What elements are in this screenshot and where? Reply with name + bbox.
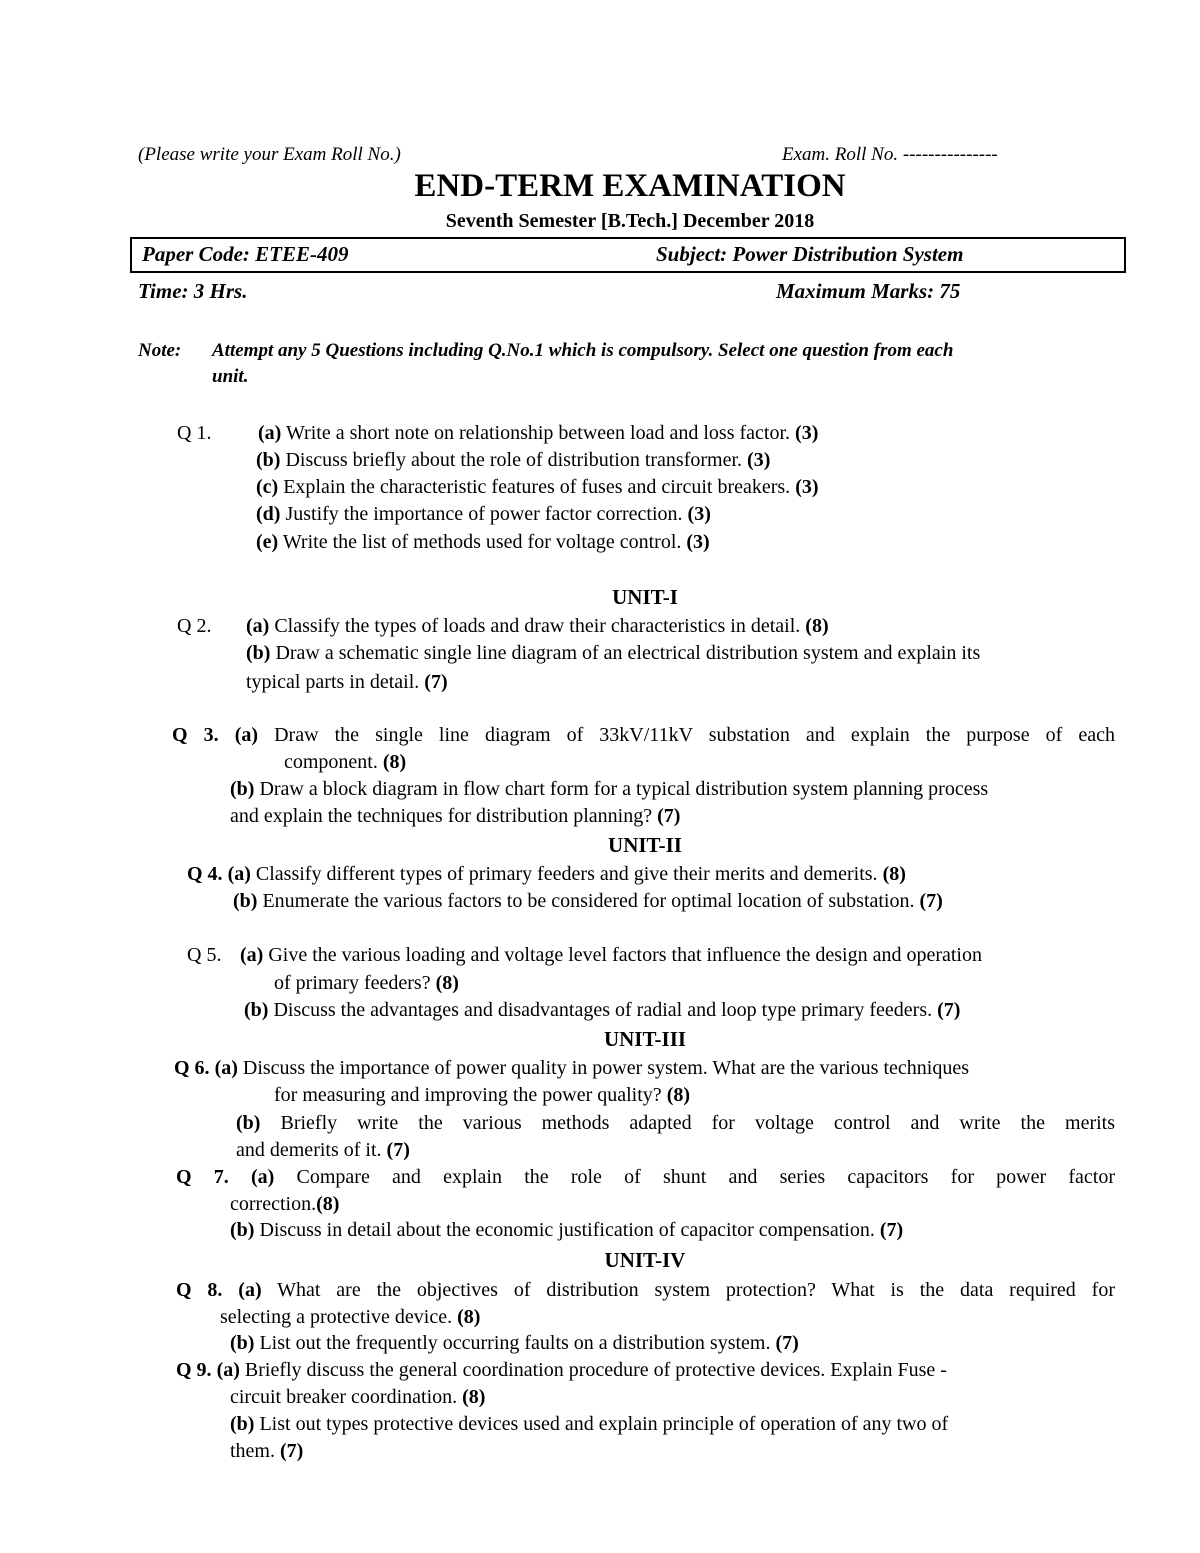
- note-text-cont: unit.: [212, 366, 249, 387]
- q1-part-e: (e) Write the list of methods used for voltage control. (3): [256, 531, 710, 553]
- q2-part-a: (a) Classify the types of loads and draw their characteristics in detail. (8): [246, 615, 829, 637]
- semester-line: Seventh Semester [B.Tech.] December 2018: [445, 210, 815, 232]
- q9-part-a-cont: circuit breaker coordination. (8): [230, 1386, 486, 1408]
- time-allowed: Time: 3 Hrs.: [138, 279, 248, 303]
- q3-part-b: (b) Draw a block diagram in flow chart form for a typical distribution system planning process: [230, 778, 989, 800]
- q9-part-b-cont: them. (7): [230, 1440, 304, 1462]
- unit-heading: UNIT-II: [608, 833, 682, 857]
- q6-part-b: (b) Briefly write the various methods adapted for voltage control and write the merits: [236, 1112, 1115, 1134]
- q8-part-a: Q 8. (a) What are the objectives of distribution system protection? What is the data required for: [176, 1279, 1115, 1301]
- q8-part-b: (b) List out the frequently occurring faults on a distribution system. (7): [230, 1332, 799, 1354]
- q5-part-a-cont: of primary feeders? (8): [274, 972, 459, 994]
- note-text: Attempt any 5 Questions including Q.No.1 which is compulsory. Select one question from each: [212, 340, 954, 361]
- question-number: Q 1.: [177, 422, 212, 444]
- q8-part-a-cont: selecting a protective device. (8): [220, 1306, 481, 1328]
- q1-part-d: (d) Justify the importance of power factor correction. (3): [256, 503, 711, 525]
- q9-part-a: Q 9. (a) Briefly discuss the general coordination procedure of protective devices. Explain Fuse -: [176, 1359, 947, 1381]
- q7-part-a: Q 7. (a) Compare and explain the role of shunt and series capacitors for power factor: [176, 1166, 1115, 1188]
- q3-part-a-cont: component. (8): [284, 751, 407, 773]
- q4-part-b: (b) Enumerate the various factors to be considered for optimal location of substation. (7): [233, 890, 943, 912]
- q3-part-b-cont: and explain the techniques for distribution planning? (7): [230, 805, 681, 827]
- q5-part-a: (a) Give the various loading and voltage level factors that influence the design and operation: [240, 944, 982, 966]
- q2-part-b-cont: typical parts in detail. (7): [246, 671, 448, 693]
- q6-part-b-cont: and demerits of it. (7): [236, 1139, 410, 1161]
- q6-part-a: Q 6. (a) Discuss the importance of power quality in power system. What are the various techniques: [174, 1057, 969, 1079]
- q7-part-b: (b) Discuss in detail about the economic justification of capacitor compensation. (7): [230, 1219, 904, 1241]
- q9-part-b: (b) List out types protective devices used and explain principle of operation of any two of: [230, 1413, 949, 1435]
- q1-part-c: (c) Explain the characteristic features of fuses and circuit breakers. (3): [256, 476, 819, 498]
- note-label: Note:: [138, 340, 182, 361]
- question-number: Q 2.: [177, 615, 212, 637]
- subject: Subject: Power Distribution System: [656, 242, 964, 266]
- q5-part-b: (b) Discuss the advantages and disadvantages of radial and loop type primary feeders. (7): [244, 999, 961, 1021]
- paper-code: Paper Code: ETEE-409: [142, 242, 349, 266]
- maximum-marks: Maximum Marks: 75: [776, 279, 961, 303]
- exam-title: END-TERM EXAMINATION: [414, 168, 846, 204]
- unit-heading: UNIT-III: [603, 1027, 687, 1051]
- q6-part-a-cont: for measuring and improving the power quality? (8): [274, 1084, 691, 1106]
- roll-number-label: Exam. Roll No. ---------------: [782, 144, 998, 165]
- q1-part-a: (a) Write a short note on relationship between load and loss factor. (3): [258, 422, 819, 444]
- q3-part-a: Q 3. (a) Draw the single line diagram of 33kV/11kV substation and explain the purpose of each: [172, 724, 1116, 746]
- roll-instruction: (Please write your Exam Roll No.): [138, 144, 401, 165]
- question-number: Q 5.: [187, 944, 222, 966]
- q2-part-b: (b) Draw a schematic single line diagram of an electrical distribution system and explain its: [246, 642, 981, 664]
- q7-part-a-cont: correction.(8): [230, 1193, 340, 1215]
- q1-part-b: (b) Discuss briefly about the role of distribution transformer. (3): [256, 449, 771, 471]
- q4-part-a: Q 4. (a) Classify different types of primary feeders and give their merits and demerits. (8): [187, 863, 906, 885]
- unit-heading: UNIT-IV: [604, 1248, 686, 1272]
- unit-heading: UNIT-I: [612, 585, 678, 609]
